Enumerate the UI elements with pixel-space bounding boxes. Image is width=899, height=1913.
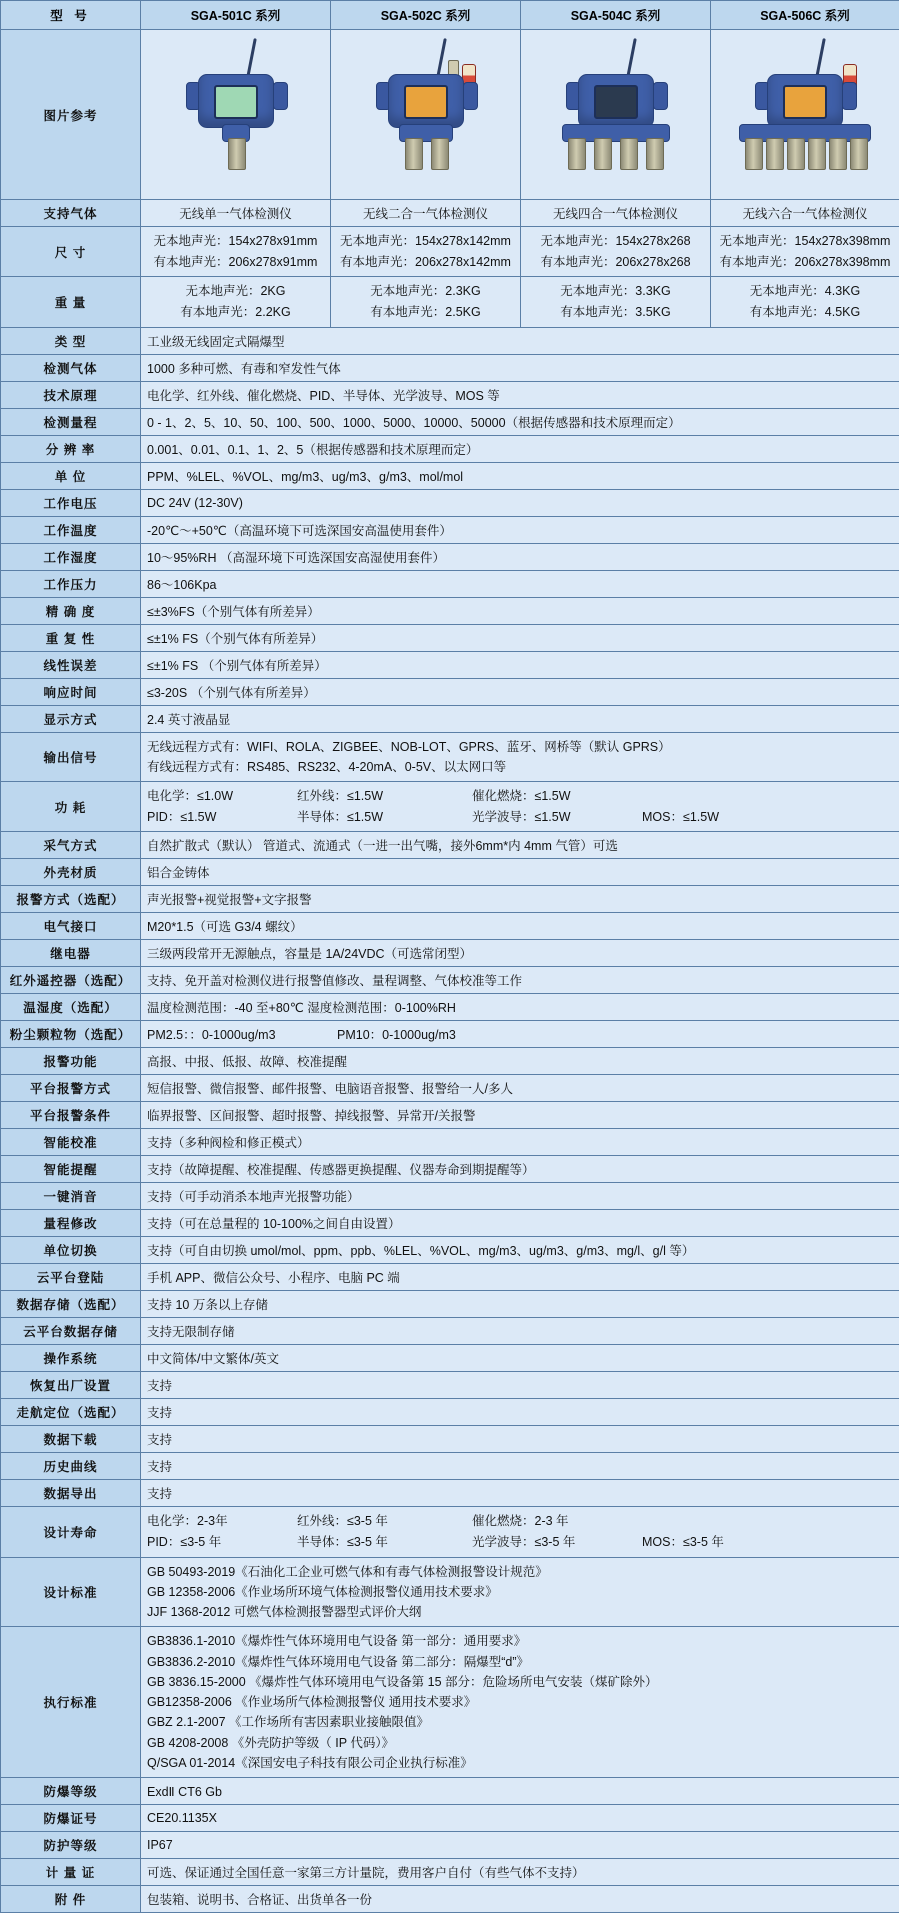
row-label: 类 型	[1, 327, 141, 354]
row-value: 支持（可自由切换 umol/mol、ppm、ppb、%LEL、%VOL、mg/m3、ug/m3、g/m3、mg/l、g/l 等）	[141, 1237, 899, 1264]
row-label: 历史曲线	[1, 1453, 141, 1480]
device-501c	[161, 32, 311, 197]
row-label-size: 尺 寸	[1, 227, 141, 277]
row-value: 自然扩散式（默认） 管道式、流通式（一进一出气嘴，接外6mm*内 4mm 气管）可选	[141, 832, 899, 859]
row-label-output: 输出信号	[1, 732, 141, 782]
table-row-spec	[1, 570, 899, 597]
row-value: IP67	[141, 1832, 899, 1859]
row-label: 平台报警条件	[1, 1102, 141, 1129]
table-row-design-standard	[1, 1557, 899, 1627]
row-value: 支持	[141, 1480, 899, 1507]
row-label: 恢复出厂设置	[1, 1372, 141, 1399]
size-with-alarm: 有本地声光：206x278x91mm	[147, 252, 324, 273]
row-value: 支持（多种阀检和修正模式）	[141, 1129, 899, 1156]
row-label: 单位切换	[1, 1237, 141, 1264]
row-value: 支持（可手动消杀本地声光报警功能）	[141, 1183, 899, 1210]
row-label: 工作电压	[1, 489, 141, 516]
table-row-spec	[1, 886, 899, 913]
row-value: 铝合金铸体	[141, 859, 899, 886]
size-with-alarm: 有本地声光：206x278x142mm	[337, 252, 514, 273]
row-value: 中文简体/中文繁体/英文	[141, 1345, 899, 1372]
row-label: 防护等级	[1, 1832, 141, 1859]
standard-line: GB 50493-2019《石油化工企业可燃气体和有毒气体检测报警设计规范》	[147, 1562, 893, 1582]
product-image-2	[331, 30, 521, 200]
row-label: 防爆等级	[1, 1778, 141, 1805]
table-row-spec	[1, 1048, 899, 1075]
size-value-2	[331, 227, 521, 277]
row-value: 0 - 1、2、5、10、50、100、500、1000、5000、10000、50000（根据传感器和技术原理而定）	[141, 408, 899, 435]
product-image-4	[711, 30, 899, 200]
size-value-1	[141, 227, 331, 277]
antenna-icon	[815, 38, 826, 78]
display-screen	[404, 85, 448, 119]
table-row-spec	[1, 1345, 899, 1372]
row-label: 工作压力	[1, 570, 141, 597]
table-row-spec	[1, 1859, 899, 1886]
device-504c	[541, 32, 691, 197]
row-value-power	[141, 782, 899, 832]
row-label-dust: 粉尘颗粒物（选配）	[1, 1021, 141, 1048]
row-label: 走航定位（选配）	[1, 1399, 141, 1426]
row-value: 1000 多种可燃、有毒和窄发性气体	[141, 354, 899, 381]
gas-sensor	[745, 138, 763, 170]
row-value: ≤±3%FS（个别气体有所差异）	[141, 597, 899, 624]
table-row-spec	[1, 967, 899, 994]
row-value: 工业级无线固定式隔爆型	[141, 327, 899, 354]
row-value: 支持	[141, 1426, 899, 1453]
table-row-spec	[1, 1318, 899, 1345]
weight-no-alarm: 无本地声光：2KG	[147, 281, 324, 302]
row-value: 支持无限制存储	[141, 1318, 899, 1345]
table-row-dust	[1, 1021, 899, 1048]
row-label: 显示方式	[1, 705, 141, 732]
row-value: 支持、免开盖对检测仪进行报警值修改、量程调整、气体校准等工作	[141, 967, 899, 994]
row-value: 86～106Kpa	[141, 570, 899, 597]
row-label: 工作湿度	[1, 543, 141, 570]
product-image-3	[521, 30, 711, 200]
table-row-spec	[1, 1426, 899, 1453]
row-label: 采气方式	[1, 832, 141, 859]
output-wireless: 无线远程方式有：WIFI、ROLA、ZIGBEE、NOB-LOT、GPRS、蓝牙、网桥等（默认 GPRS）	[147, 737, 893, 757]
row-value: M20*1.5（可选 G3/4 螺纹）	[141, 913, 899, 940]
table-row-spec	[1, 1832, 899, 1859]
model-header-2: SGA-502C 系列	[331, 1, 521, 30]
table-row-spec	[1, 1264, 899, 1291]
row-label-design-life: 设计寿命	[1, 1507, 141, 1557]
standard-line: GB 3836.15-2000 《爆炸性气体环境用电气设备第 15 部分：危险场所电气安装（煤矿除外）	[147, 1672, 893, 1692]
table-row-weight	[1, 277, 899, 327]
display-screen	[214, 85, 258, 119]
row-value: 支持（故障提醒、校准提醒、传感器更换提醒、仪器寿命到期提醒等）	[141, 1156, 899, 1183]
weight-with-alarm: 有本地声光：2.5KG	[337, 302, 514, 323]
row-label: 智能提醒	[1, 1156, 141, 1183]
row-value: 临界报警、区间报警、超时报警、掉线报警、异常开/关报警	[141, 1102, 899, 1129]
row-value: 温度检测范围：-40 至+80℃ 湿度检测范围：0-100%RH	[141, 994, 899, 1021]
row-label: 量程修改	[1, 1210, 141, 1237]
row-value: 支持	[141, 1453, 899, 1480]
gas-value-2: 无线二合一气体检测仪	[331, 200, 521, 227]
row-label: 电气接口	[1, 913, 141, 940]
weight-no-alarm: 无本地声光：3.3KG	[527, 281, 704, 302]
row-label-gas: 支持气体	[1, 200, 141, 227]
weight-value-2	[331, 277, 521, 327]
table-row-spec	[1, 1886, 899, 1913]
row-value: -20℃～+50℃（高温环境下可选深国安高温使用套件）	[141, 516, 899, 543]
row-value: 短信报警、微信报警、邮件报警、电脑语音报警、报警给一人/多人	[141, 1075, 899, 1102]
size-value-4	[711, 227, 899, 277]
row-label: 响应时间	[1, 678, 141, 705]
row-value-exec-standard	[141, 1627, 899, 1778]
row-value: 高报、中报、低报、故障、校准提醒	[141, 1048, 899, 1075]
row-value: 支持 10 万条以上存储	[141, 1291, 899, 1318]
antenna-icon	[626, 38, 637, 78]
standard-line: GB3836.2-2010《爆炸性气体环境用电气设备 第二部分：隔爆型“d”》	[147, 1652, 893, 1672]
row-label-design-standard: 设计标准	[1, 1557, 141, 1627]
gas-sensor	[620, 138, 638, 170]
table-row-spec	[1, 1183, 899, 1210]
row-label: 云平台数据存储	[1, 1318, 141, 1345]
gas-sensor	[405, 138, 423, 170]
row-label: 一键消音	[1, 1183, 141, 1210]
table-row-spec	[1, 597, 899, 624]
standard-line: GB3836.1-2010《爆炸性气体环境用电气设备 第一部分：通用要求》	[147, 1631, 893, 1651]
weight-with-alarm: 有本地声光：3.5KG	[527, 302, 704, 323]
life-catalytic: 催化燃烧：2-3 年	[472, 1511, 569, 1532]
gas-sensor	[766, 138, 784, 170]
row-value: 支持	[141, 1372, 899, 1399]
gas-value-3: 无线四合一气体检测仪	[521, 200, 711, 227]
power-electrochemical: 电化学：≤1.0W	[147, 786, 297, 807]
row-label: 外壳材质	[1, 859, 141, 886]
row-label: 检测量程	[1, 408, 141, 435]
row-label: 数据下载	[1, 1426, 141, 1453]
gas-value-4: 无线六合一气体检测仪	[711, 200, 899, 227]
size-with-alarm: 有本地声光：206x278x268	[527, 252, 704, 273]
model-header-1: SGA-501C 系列	[141, 1, 331, 30]
row-value: PPM、%LEL、%VOL、mg/m3、ug/m3、g/m3、mol/mol	[141, 462, 899, 489]
row-value: 包装箱、说明书、合格证、出货单各一份	[141, 1886, 899, 1913]
table-row-spec	[1, 624, 899, 651]
life-optical: 光学波导：≤3-5 年	[472, 1532, 642, 1553]
row-value: 支持	[141, 1399, 899, 1426]
weight-no-alarm: 无本地声光：4.3KG	[717, 281, 893, 302]
power-catalytic: 催化燃烧：≤1.5W	[472, 786, 571, 807]
row-value: 三级两段常开无源触点，容量是 1A/24VDC（可选常闭型）	[141, 940, 899, 967]
row-value-design-life	[141, 1507, 899, 1557]
row-label: 检测气体	[1, 354, 141, 381]
table-row-spec	[1, 381, 899, 408]
row-label: 操作系统	[1, 1345, 141, 1372]
row-label: 报警方式（选配）	[1, 886, 141, 913]
display-screen	[594, 85, 638, 119]
gas-value-1: 无线单一气体检测仪	[141, 200, 331, 227]
life-infrared: 红外线：≤3-5 年	[297, 1511, 472, 1532]
table-row-size	[1, 227, 899, 277]
row-value: 电化学、红外线、催化燃烧、PID、半导体、光学波导、MOS 等	[141, 381, 899, 408]
table-row-spec	[1, 1453, 899, 1480]
table-row-spec	[1, 435, 899, 462]
row-value: CE20.1135X	[141, 1805, 899, 1832]
table-row-spec	[1, 913, 899, 940]
standard-line: GB12358-2006 《作业场所气体检测报警仪 通用技术要求》	[147, 1692, 893, 1712]
antenna-icon	[246, 38, 257, 78]
row-value: 0.001、0.01、0.1、1、2、5（根据传感器和技术原理而定）	[141, 435, 899, 462]
power-infrared: 红外线：≤1.5W	[297, 786, 472, 807]
row-label: 附 件	[1, 1886, 141, 1913]
table-row-spec	[1, 1210, 899, 1237]
table-row-spec	[1, 1237, 899, 1264]
model-header-4: SGA-506C 系列	[711, 1, 899, 30]
row-label: 线性误差	[1, 651, 141, 678]
size-no-alarm: 无本地声光：154x278x142mm	[337, 231, 514, 252]
table-row-spec	[1, 1291, 899, 1318]
antenna-icon	[436, 38, 447, 78]
weight-with-alarm: 有本地声光：2.2KG	[147, 302, 324, 323]
device-506c	[730, 32, 880, 197]
gas-sensor	[594, 138, 612, 170]
life-pid: PID：≤3-5 年	[147, 1532, 297, 1553]
gas-sensor	[787, 138, 805, 170]
row-value: ≤±1% FS（个别气体有所差异）	[141, 624, 899, 651]
row-value: 声光报警+视觉报警+文字报警	[141, 886, 899, 913]
table-row-gas	[1, 200, 899, 227]
table-row-spec	[1, 1399, 899, 1426]
row-label: 红外遥控器（选配）	[1, 967, 141, 994]
row-label: 温湿度（选配）	[1, 994, 141, 1021]
dust-pm25: PM2.5：：0-1000ug/m3	[147, 1025, 337, 1043]
row-value: 10～95%RH （高湿环境下可选深国安高湿使用套件）	[141, 543, 899, 570]
table-row-spec	[1, 1156, 899, 1183]
standard-line: Q/SGA 01-2014《深国安电子科技有限公司企业执行标准》	[147, 1753, 893, 1773]
row-label: 数据存储（选配）	[1, 1291, 141, 1318]
row-value: 可选、保证通过全国任意一家第三方计量院，费用客户自付（有些气体不支持）	[141, 1859, 899, 1886]
model-header-3: SGA-504C 系列	[521, 1, 711, 30]
table-row-output-signal	[1, 732, 899, 782]
weight-value-4	[711, 277, 899, 327]
product-image-1	[141, 30, 331, 200]
size-with-alarm: 有本地声光：206x278x398mm	[717, 252, 893, 273]
size-no-alarm: 无本地声光：154x278x268	[527, 231, 704, 252]
table-row-spec	[1, 705, 899, 732]
weight-value-3	[521, 277, 711, 327]
row-label: 分 辨 率	[1, 435, 141, 462]
table-row-spec	[1, 489, 899, 516]
display-screen	[783, 85, 827, 119]
life-electrochemical: 电化学：2-3年	[147, 1511, 297, 1532]
row-label: 精 确 度	[1, 597, 141, 624]
table-row-spec	[1, 832, 899, 859]
table-row-design-life	[1, 1507, 899, 1557]
table-row-spec	[1, 462, 899, 489]
table-row-spec	[1, 1480, 899, 1507]
row-label-image: 图片参考	[1, 30, 141, 200]
row-label: 重 复 性	[1, 624, 141, 651]
row-label: 工作温度	[1, 516, 141, 543]
row-label: 单 位	[1, 462, 141, 489]
row-label: 继电器	[1, 940, 141, 967]
table-row-model	[1, 1, 899, 30]
row-value: 2.4 英寸液晶显	[141, 705, 899, 732]
power-semiconductor: 半导体：≤1.5W	[297, 807, 472, 828]
table-row-spec	[1, 327, 899, 354]
size-no-alarm: 无本地声光：154x278x398mm	[717, 231, 893, 252]
row-label-exec-standard: 执行标准	[1, 1627, 141, 1778]
row-label: 防爆证号	[1, 1805, 141, 1832]
gas-sensor	[850, 138, 868, 170]
row-value: ≤3-20S （个别气体有所差异）	[141, 678, 899, 705]
row-value-design-standard	[141, 1557, 899, 1627]
power-optical: 光学波导：≤1.5W	[472, 807, 642, 828]
table-row-spec	[1, 516, 899, 543]
table-row-spec	[1, 859, 899, 886]
row-value: 支持（可在总量程的 10-100%之间自由设置）	[141, 1210, 899, 1237]
life-semiconductor: 半导体：≤3-5 年	[297, 1532, 472, 1553]
device-502c	[351, 32, 501, 197]
gas-sensor	[431, 138, 449, 170]
table-row-spec	[1, 1372, 899, 1399]
row-label: 计 量 证	[1, 1859, 141, 1886]
dust-pm10: PM10：0-1000ug/m3	[337, 1025, 456, 1043]
table-row-spec	[1, 1075, 899, 1102]
gas-sensor	[568, 138, 586, 170]
row-value: ExdⅡ CT6 Gb	[141, 1778, 899, 1805]
life-mos: MOS：≤3-5 年	[642, 1532, 724, 1553]
weight-no-alarm: 无本地声光：2.3KG	[337, 281, 514, 302]
size-value-3	[521, 227, 711, 277]
gas-sensor	[646, 138, 664, 170]
weight-with-alarm: 有本地声光：4.5KG	[717, 302, 893, 323]
table-row-spec	[1, 994, 899, 1021]
gas-sensor	[228, 138, 246, 170]
table-row-spec	[1, 1778, 899, 1805]
table-row-exec-standard	[1, 1627, 899, 1778]
table-row-spec	[1, 678, 899, 705]
row-label-model: 型 号	[1, 1, 141, 30]
table-row-spec	[1, 1102, 899, 1129]
row-label: 平台报警方式	[1, 1075, 141, 1102]
table-row-spec	[1, 1129, 899, 1156]
row-label-power: 功 耗	[1, 782, 141, 832]
row-label: 报警功能	[1, 1048, 141, 1075]
row-value: DC 24V (12-30V)	[141, 489, 899, 516]
weight-value-1	[141, 277, 331, 327]
row-label: 数据导出	[1, 1480, 141, 1507]
row-value: ≤±1% FS （个别气体有所差异）	[141, 651, 899, 678]
row-label: 云平台登陆	[1, 1264, 141, 1291]
table-row-spec	[1, 940, 899, 967]
row-value-dust	[141, 1021, 899, 1048]
standard-line: GB 12358-2006《作业场所环境气体检测报警仪通用技术要求》	[147, 1582, 893, 1602]
power-pid: PID：≤1.5W	[147, 807, 297, 828]
table-row-power	[1, 782, 899, 832]
row-value-output	[141, 732, 899, 782]
table-row-spec	[1, 543, 899, 570]
standard-line: JJF 1368-2012 可燃气体检测报警器型式评价大纲	[147, 1602, 893, 1622]
size-no-alarm: 无本地声光：154x278x91mm	[147, 231, 324, 252]
table-row-images	[1, 30, 899, 200]
output-wired: 有线远程方式有：RS485、RS232、4-20mA、0-5V、以太网口等	[147, 757, 893, 777]
row-label: 技术原理	[1, 381, 141, 408]
table-row-spec	[1, 1805, 899, 1832]
gas-sensor	[829, 138, 847, 170]
table-row-spec	[1, 651, 899, 678]
standard-line: GBZ 2.1-2007 《工作场所有害因素职业接触限值》	[147, 1712, 893, 1732]
row-label: 智能校准	[1, 1129, 141, 1156]
table-row-spec	[1, 354, 899, 381]
row-label-weight: 重 量	[1, 277, 141, 327]
table-row-spec	[1, 408, 899, 435]
standard-line: GB 4208-2008 《外壳防护等级（ IP 代码）》	[147, 1733, 893, 1753]
gas-sensor	[808, 138, 826, 170]
power-mos: MOS：≤1.5W	[642, 807, 719, 828]
row-value: 手机 APP、微信公众号、小程序、电脑 PC 端	[141, 1264, 899, 1291]
